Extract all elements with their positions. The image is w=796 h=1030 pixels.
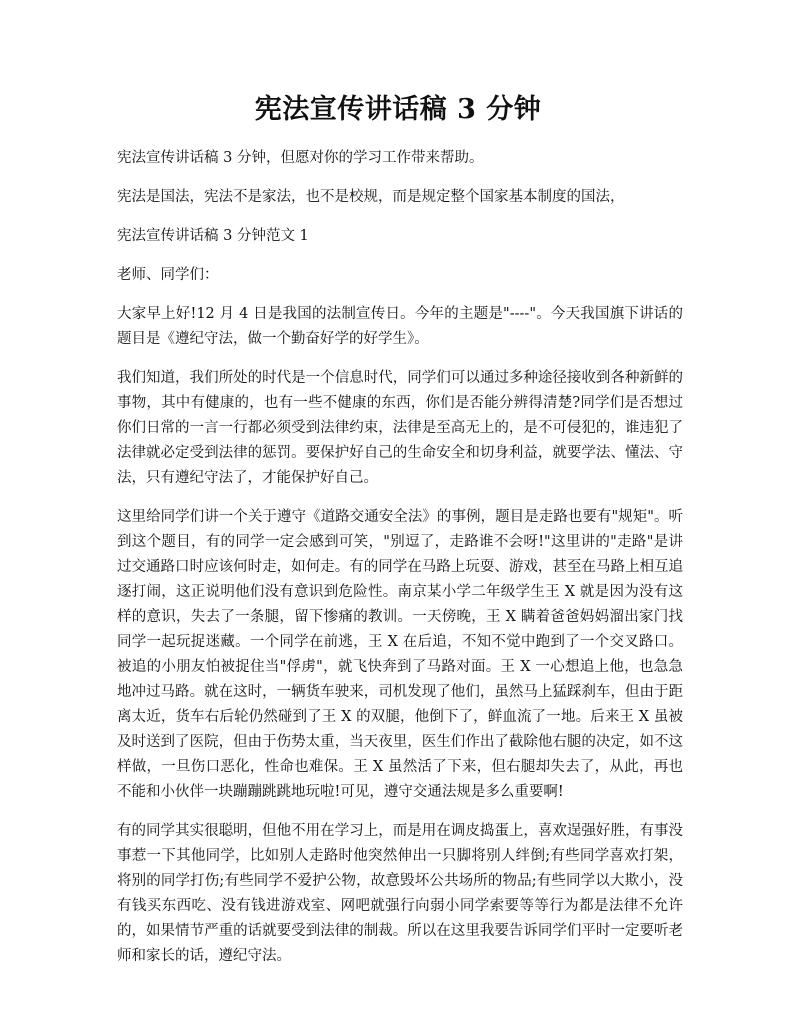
paragraph-greeting: 大家早上好!12 月 4 日是我国的法制宣传日。今年的主题是"----"。今天我国旗下讲话的题目是《遵纪守法，做一个勤奋好学的好学生》。 (117, 306, 683, 347)
paragraph-sample-heading: 宪法宣传讲话稿 3 分钟范文 1 (117, 228, 309, 244)
paragraph-salutation: 老师、同学们： (117, 267, 219, 283)
paragraph-intro: 宪法宣传讲话稿 3 分钟，但愿对你的学习工作带来帮助。 (117, 150, 484, 166)
paragraph-definition: 宪法是国法，宪法不是家法，也不是校规，而是规定整个国家基本制度的国法， (117, 189, 625, 205)
document-body (117, 146, 683, 983)
paragraph-information-age: 我们知道，我们所处的时代是一个信息时代，同学们可以通过多种途径接收到各种新鲜的事物，其中有健康的，也有一些不健康的东西，你们是否能分辨得清楚?同学们是否想过你们日常的一言一行都必须受到法律约束，法律是至高无上的，是不可侵犯的，谁违犯了法律就必定受到法律的惩罚。要保护好自己的生命安全和切身利益，就要学法、懂法、守法，只有遵纪守法了，才能保护好自己。 (117, 370, 683, 486)
paragraph-traffic-story: 这里给同学们讲一个关于遵守《道路交通安全法》的事例，题目是走路也要有"规矩"。听到这个题目，有的同学一定会感到可笑，"别逗了，走路谁不会呀!"这里讲的"走路"是讲过交通路口时应该何时走，如何走。有的同学在马路上玩耍、游戏，甚至在马路上相互追逐打闹，这正说明他们没有意识到危险性。南京某小学二年级学生王 X 就是因为没有这样的意识，失去了一条腿，留下惨痛的教训。一天傍晚，王 X 瞒着爸爸妈妈溜出家门找同学一起玩捉迷藏。一个同学在前逃，王 X 在后追，不知不觉中跑到了一个交叉路口。被追的小朋友怕被捉住当"俘虏"，就飞快奔到了马路对面。王 X 一心想追上他，也急急地冲过马路。就在这时，一辆货车驶来，司机发现了他们，虽然马上猛踩刹车，但由于距离太近，货车右后轮仍然碰到了王 X 的双腿，他倒下了，鲜血流了一地。后来王 X 虽被及时送到了医院，但由于伤势太重，当天夜里，医生们作出了截除他右腿的决定，如不这样做，一旦伤口恶化，性命也难保。王 X 虽然活了下来，但右腿却失去了，从此，再也不能和小伙伴一块蹦蹦跳跳地玩啦!可见，遵守交通法规是多么重要啊! (117, 509, 683, 800)
document-title: 宪法宣传讲话稿 3 分钟 (254, 94, 542, 125)
paragraph-behavior: 有的同学其实很聪明，但他不用在学习上，而是用在调皮捣蛋上，喜欢逞强好胜，有事没事惹一下其他同学，比如别人走路时他突然伸出一只脚将别人绊倒;有些同学喜欢打架，将别的同学打伤;有些同学不爱护公物，故意毁坏公共场所的物品;有些同学以大欺小，没有钱买东西吃、没有钱进游戏室、网吧就强行向弱小同学索要等等行为都是法律不允许的，如果情节严重的话就要受到法律的制裁。所以在这里我要告诉同学们平时一定要听老师和家长的话，遵纪守法。 (117, 823, 683, 964)
